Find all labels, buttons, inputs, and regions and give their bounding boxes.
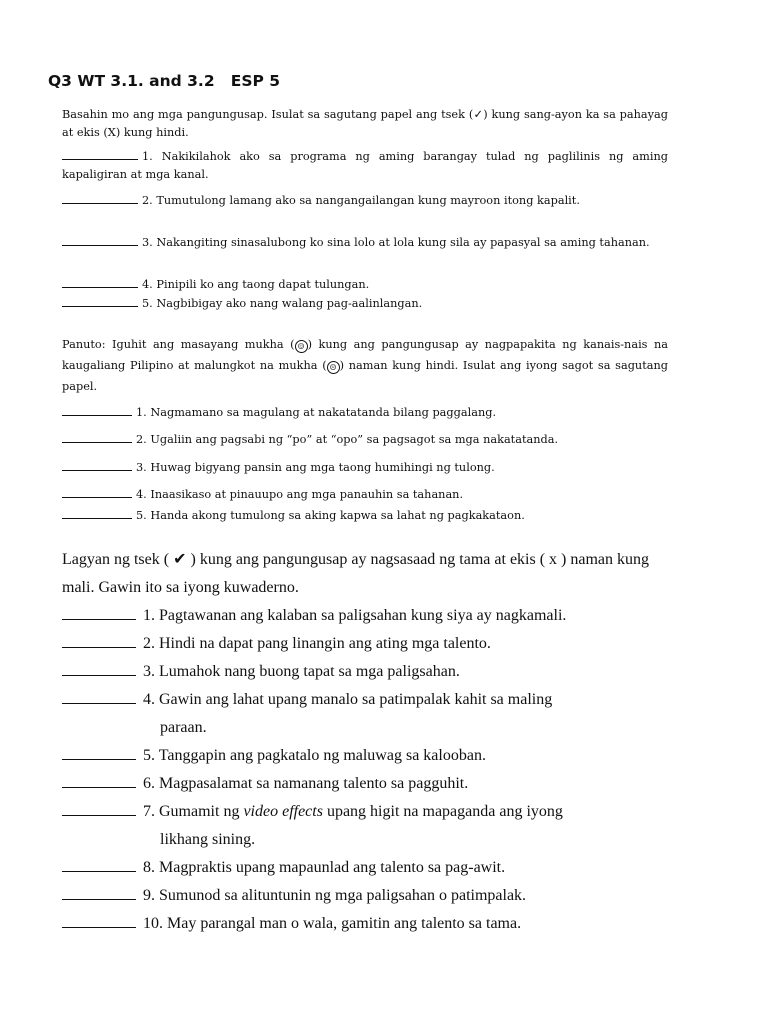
answer-blank[interactable] [62, 913, 136, 928]
happy-face-icon: ☺ [295, 340, 308, 353]
section-3 [62, 546, 668, 932]
answer-blank[interactable] [62, 460, 132, 471]
section-3-item: 3. Lumahok nang buong tapat sa mga paligsahan. [62, 658, 668, 686]
section-2-item: 3. Huwag bigyang pansin ang mga taong humihingi ng tulong. [62, 459, 668, 477]
answer-blank[interactable] [62, 432, 132, 443]
answer-blank[interactable] [62, 277, 138, 288]
section-3-item: 10. May parangal man o wala, gamitin ang talento sa tama. [62, 910, 668, 938]
section-2-item: 5. Handa akong tumulong sa aking kapwa sa lahat ng pagkakataon. [62, 507, 668, 525]
answer-blank[interactable] [62, 405, 132, 416]
section-1-instructions: Basahin mo ang mga pangungusap. Isulat sa sagutang papel ang tsek (✓) kung sang-ayon ka sa pahayag at ekis (X) kung hindi. [62, 108, 668, 139]
answer-blank[interactable] [62, 857, 136, 872]
answer-blank[interactable] [62, 745, 136, 760]
section-2-item: 4. Inaasikaso at pinauupo ang mga panauhin sa tahanan. [62, 486, 668, 504]
answer-blank[interactable] [62, 885, 136, 900]
section-3-instructions: Lagyan ng tsek ( ✔ ) kung ang pangungusap ay nagsasaad ng tama at ekis ( x ) naman kung mali. Gawin ito sa iyong kuwaderno. [62, 551, 650, 596]
sad-face-icon: ☹ [327, 361, 340, 374]
section-3-item: 8. Magpraktis upang mapaunlad ang talento sa pag-awit. [62, 854, 668, 882]
answer-blank[interactable] [62, 193, 138, 204]
section-2-item: 1. Nagmamano sa magulang at nakatatanda bilang paggalang. [62, 404, 668, 422]
section-1-item: 2. Tumutulong lamang ako sa nangangailangan kung mayroon itong kapalit. [62, 192, 668, 210]
page-title: Q3 WT 3.1. and 3.2 ESP 5 [48, 72, 281, 90]
section-1-item: 5. Nagbibigay ako nang walang pag-aalinlangan. [62, 295, 668, 313]
answer-blank[interactable] [62, 149, 138, 160]
section-3-item: 1. Pagtawanan ang kalaban sa paligsahan kung siya ay nagkamali. [62, 602, 668, 630]
section-1-item: 3. Nakangiting sinasalubong ko sina lolo at lola kung sila ay papasyal sa aming tahanan. [62, 234, 668, 252]
section-3-item: 4. Gawin ang lahat upang manalo sa patimpalak kahit sa maling paraan. [62, 686, 668, 742]
section-2-instructions: Panuto: Iguhit ang masayang mukha ( ☺ ) kung ang pangungusap ay nagpapakita ng kanais-nais na kaugaliang Pilipino at malungkot na mukha ( ☹ ) naman kung hindi. Isulat ang iyong sagot sa sagutang papel. [62, 338, 669, 393]
section-1-item: 4. Pinipili ko ang taong dapat tulungan. [62, 276, 668, 294]
section-2 [62, 334, 669, 522]
answer-blank[interactable] [62, 487, 132, 498]
answer-blank[interactable] [62, 508, 132, 519]
section-3-item: 6. Magpasalamat sa namanang talento sa pagguhit. [62, 770, 668, 798]
section-3-item: 7. Gumamit ng video effects upang higit na mapaganda ang iyong likhang sining. [62, 798, 668, 854]
answer-blank[interactable] [62, 296, 138, 307]
answer-blank[interactable] [62, 801, 136, 816]
section-2-item: 2. Ugaliin ang pagsabi ng “po” at “opo” sa pagsagot sa mga nakatatanda. [62, 431, 668, 449]
answer-blank[interactable] [62, 689, 136, 704]
answer-blank[interactable] [62, 235, 138, 246]
answer-blank[interactable] [62, 661, 136, 676]
section-3-item: 9. Sumunod sa alituntunin ng mga paligsahan o patimpalak. [62, 882, 668, 910]
section-1-item: 1. Nakikilahok ako sa programa ng aming barangay tulad ng paglilinis ng aming kapaligiran at mga kanal. [62, 150, 668, 181]
answer-blank[interactable] [62, 633, 136, 648]
section-1 [62, 106, 668, 310]
answer-blank[interactable] [62, 773, 136, 788]
section-3-item: 5. Tanggapin ang pagkatalo ng maluwag sa kalooban. [62, 742, 668, 770]
section-3-item: 2. Hindi na dapat pang linangin ang ating mga talento. [62, 630, 668, 658]
answer-blank[interactable] [62, 605, 136, 620]
